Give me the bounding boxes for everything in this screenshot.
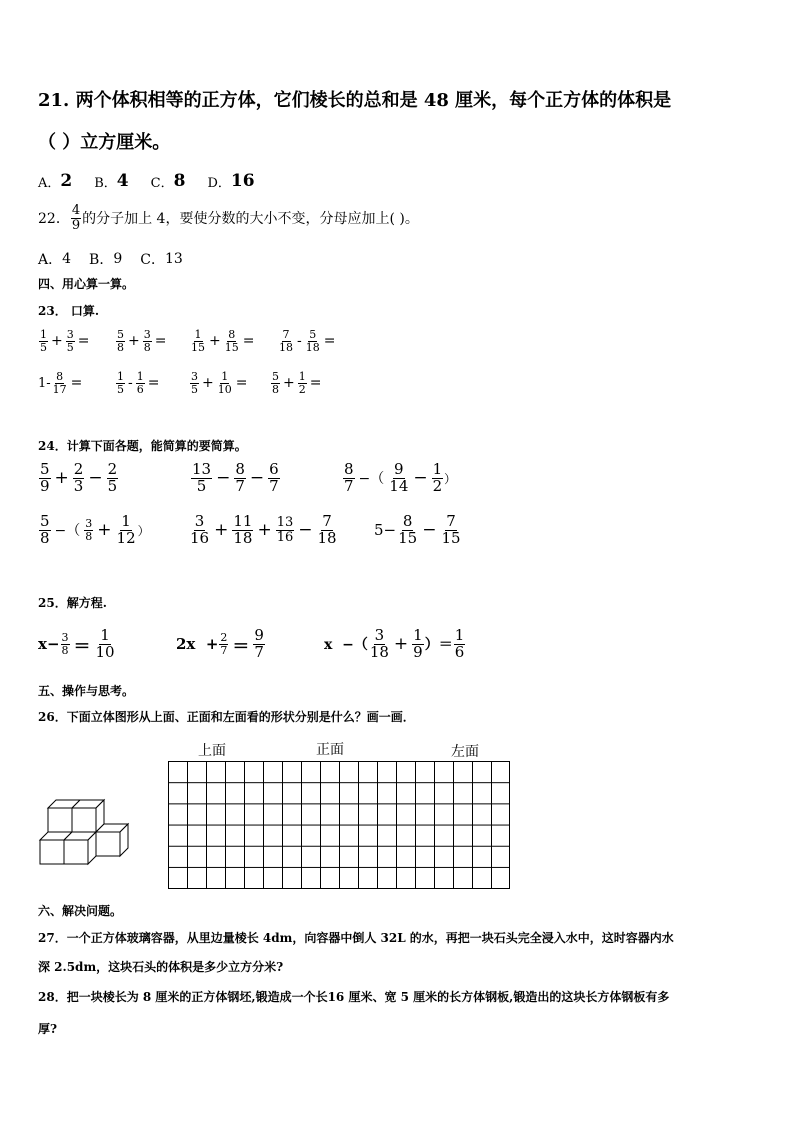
q25-equation-2: 2x + $\frac{2}{7}$ ＝ 9 7: [176, 626, 264, 661]
q24-expr-6: 5− $\frac{8}{15}$ − $\frac{7}{15}$: [374, 512, 461, 547]
q22-fraction: 4 9: [71, 203, 81, 233]
q24-expr-1: 5 9 + $\frac{2}{3}$ − $\frac{2}{5}$: [40, 460, 118, 495]
q23-item-4: 7 18 - $\frac{5}{18}$ =: [279, 328, 336, 354]
q23-item-1: 1 5 + $\frac{3}{5}$ =: [40, 328, 90, 354]
q25-title: 25．解方程.: [38, 596, 107, 610]
q25-equation-3: x −（ 3 18 + $\frac{1}{9}$ ）＝ 1 6: [324, 626, 465, 661]
q23-item-5: 1- $\frac{8}{17}$ =: [38, 370, 83, 396]
cube-front-face-2: [72, 808, 96, 832]
q21-options: [38, 171, 255, 191]
q23-item-7: 3 5 + $\frac{1}{10}$ =: [191, 370, 248, 396]
q22-text: 的分子加上 4，要使分数的大小不变，分母应加上( )。: [82, 211, 419, 228]
cube-front-face-5: [64, 840, 88, 864]
q23-item-6: 1 5 - $\frac{1}{6}$ =: [117, 370, 160, 396]
q26-title: 26．下面立体图形从上面、正面和左面看的形状分别是什么？画一画．: [38, 710, 415, 724]
q24-expr-3: 8 7 −（ 9 14 − $\frac{1}{2}$ ）: [344, 460, 457, 495]
q28-line2: 厚?: [38, 1022, 58, 1036]
q21-option-c-letter: C．: [150, 175, 174, 191]
cube-front-face-3: [96, 832, 120, 856]
view-label-front: 正面: [316, 742, 344, 758]
section-4-heading: 四、用心算一算。: [38, 277, 135, 291]
q21-option-b-value: 4: [116, 171, 129, 191]
q23-item-8: 5 8 + $\frac{1}{2}$ =: [272, 370, 322, 396]
q23-title: 23． 口算.: [38, 304, 100, 318]
q22-options: A． 4 B． 9 C． 13: [38, 251, 183, 268]
section-5-heading: 五、操作与思考。: [38, 684, 135, 698]
q22-stem: [38, 204, 419, 232]
q21-option-a-letter: A．: [38, 175, 61, 191]
cube-front-face-4: [40, 840, 64, 864]
q24-expr-5: 3 16 + $\frac{11}{18}$ + $\frac{13}{16}$ − $\frac{7}{18}$: [190, 512, 337, 547]
q21-stem-line1: 21. 两个体积相等的正方体，它们棱长的总和是 48 厘米，每个正方体的体积是: [38, 90, 672, 111]
q21-stem-line2: （ ）立方厘米。: [38, 132, 171, 153]
q27-line2: 深 2.5dm，这块石头的体积是多少立方分米?: [38, 960, 284, 974]
section-6-heading: 六、解决问题。: [38, 904, 123, 918]
cube-front-face-1: [48, 808, 72, 832]
cube-figure: [36, 798, 136, 868]
drawing-grid[interactable]: [168, 761, 510, 889]
view-label-top: 上面: [198, 743, 226, 759]
q24-expr-4: 5 8 −（ 3 8 + $\frac{1}{12}$ ）: [40, 512, 150, 547]
q23-item-3: 1 15 + $\frac{8}{15}$ =: [191, 328, 255, 354]
q23-item-2: 5 8 + $\frac{3}{8}$ =: [117, 328, 167, 354]
q24-title: 24．计算下面各题，能简算的要简算。: [38, 439, 247, 453]
view-label-left: 左面: [451, 744, 479, 760]
q21-option-d-letter: D．: [207, 175, 231, 191]
q21-option-d-value: 16: [230, 171, 255, 191]
q28-line1: 28．把一块棱长为 8 厘米的正方体钢坯,锻造成一个长16 厘米、宽 5 厘米的长方体钢板,锻造出的这块长方体钢板有多: [38, 990, 670, 1004]
q24-expr-2: 13 5 − $\frac{8}{7}$ − $\frac{6}{7}$: [192, 460, 279, 495]
q21-option-a-value: 2: [60, 171, 73, 191]
q27-line1: 27．一个正方体玻璃容器，从里边量棱长 4dm，向容器中倒人 32L 的水，再把一块石头完全浸入水中，这时容器内水: [38, 931, 674, 945]
q21-option-b-letter: B．: [94, 175, 117, 191]
q22-number: 22．: [38, 211, 70, 228]
q25-equation-1: x− $\frac{3}{8}$ ＝ 1 10: [38, 626, 115, 661]
q21-option-c-value: 8: [173, 171, 186, 191]
